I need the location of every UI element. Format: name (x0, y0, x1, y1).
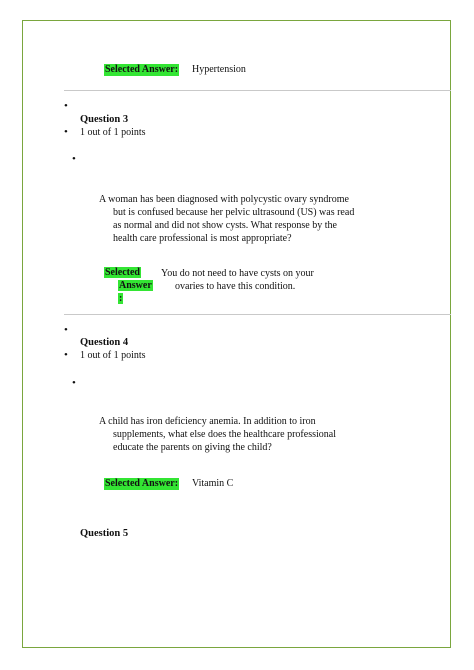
question-text-line: supplements, what else does the healthcare professional (113, 429, 336, 440)
bullet-icon: • (64, 126, 68, 138)
question-title: Question 4 (80, 337, 129, 348)
divider (64, 90, 451, 91)
answer-line: You do not need to have cysts on your (161, 268, 314, 279)
bullet-icon: • (64, 100, 68, 112)
answer-line: ovaries to have this condition. (175, 281, 296, 292)
question-text-line: A woman has been diagnosed with polycystic ovary syndrome (99, 194, 349, 205)
selected-answer-label (104, 266, 153, 305)
selected-answer-label: Selected Answer: (105, 64, 179, 75)
divider (64, 314, 451, 315)
bullet-icon: • (72, 377, 76, 389)
selected-answer-value: Vitamin C (192, 478, 234, 489)
selected-answer-value (161, 267, 314, 293)
selected-label-line: Selected (105, 267, 140, 278)
question-text-line: health care professional is most appropriate? (113, 233, 292, 244)
question-points: 1 out of 1 points (80, 350, 146, 361)
question-text-line: as normal and did not show cysts. What response by the (113, 220, 337, 231)
question-text-line: but is confused because her pelvic ultrasound (US) was read (113, 207, 355, 218)
selected-label-line: Answer (119, 280, 152, 291)
selected-label-line: : (119, 293, 123, 304)
bullet-icon: • (72, 153, 76, 165)
selected-answer-value: Hypertension (192, 64, 246, 75)
selected-answer-label: Selected Answer: (105, 478, 179, 489)
question-text (99, 415, 336, 454)
bullet-icon: • (64, 349, 68, 361)
question-text (99, 193, 354, 245)
question-text-line: educate the parents on giving the child? (113, 442, 272, 453)
question-text-line: A child has iron deficiency anemia. In addition to iron (99, 416, 316, 427)
question-title: Question 3 (80, 114, 129, 125)
question-points: 1 out of 1 points (80, 127, 146, 138)
bullet-icon: • (64, 324, 68, 336)
question-title: Question 5 (80, 528, 129, 539)
